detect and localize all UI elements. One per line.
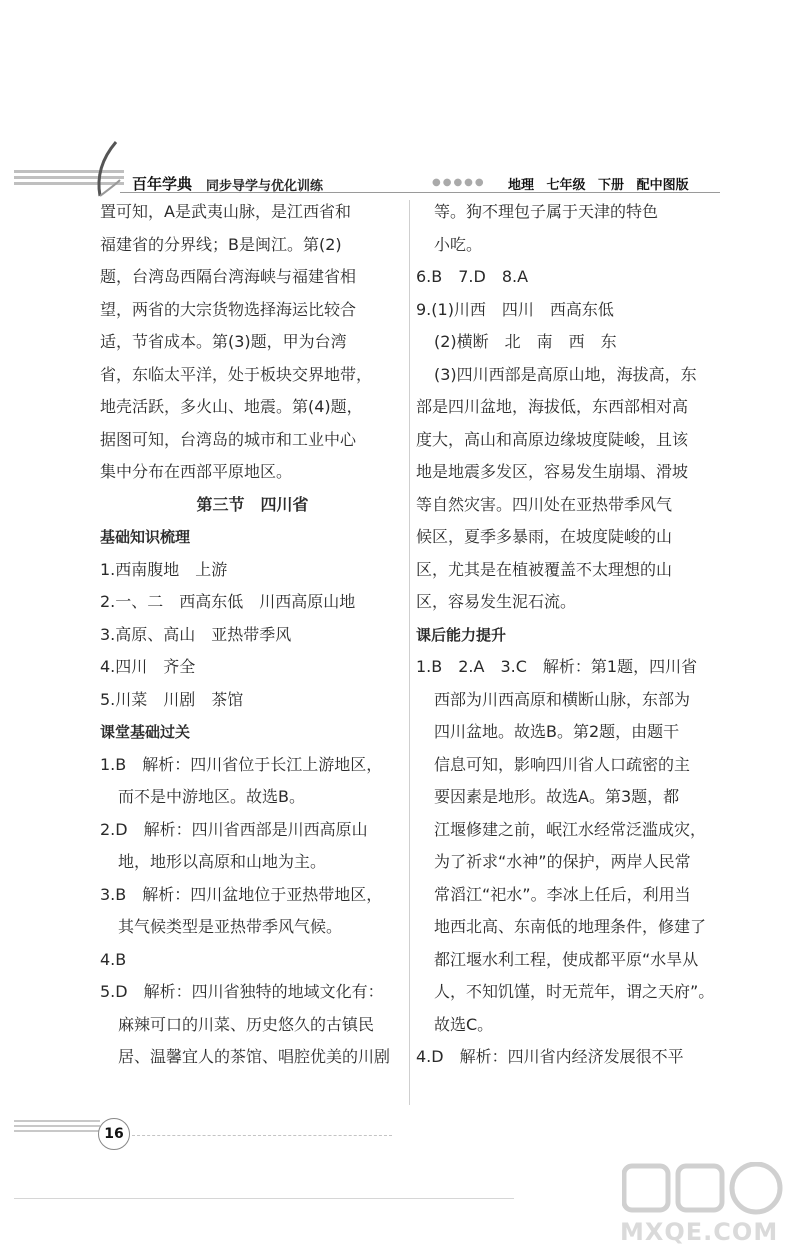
text-line: 等自然灾害。四川处在亚热带季风气 [416, 494, 673, 514]
page-number: 16 [98, 1118, 130, 1150]
book-info: 地理 七年级 下册 配中图版 [508, 178, 689, 193]
text-line: 省，东临太平洋，处于板块交界地带， [100, 364, 373, 384]
text-line: 为了祈求“水神”的保护，两岸人民常 [434, 852, 691, 871]
footer-decoration [14, 1120, 100, 1135]
answer-line: 5.D 解析：四川省独特的地域文化有： [100, 982, 384, 1001]
text-line: 区，尤其是在植被覆盖不太理想的山 [416, 559, 673, 579]
text-line: 麻辣可口的川菜、历史悠久的古镇民 [118, 1014, 375, 1034]
answer-line: 4.B [100, 949, 127, 969]
footer-rule [14, 1198, 514, 1199]
section-heading: 课后能力提升 [416, 625, 507, 644]
header-dots: ●●●●● [432, 177, 486, 188]
text-line: 部是四川盆地，海拔低，东西部相对高 [416, 397, 689, 416]
answer-line: 6.B 7.D 8.A [416, 267, 529, 286]
answer-line: 1.西南腹地 上游 [100, 559, 228, 579]
text-line: 地是地震多发区，容易发生崩塌、滑坡 [416, 462, 689, 481]
text-line: 信息可知，影响四川省人口疏密的主 [434, 754, 691, 774]
text-line: 江堰修建之前，岷江水经常泛滥成灾， [434, 819, 707, 839]
answer-line: 3.高原、高山 亚热带季风 [100, 624, 292, 644]
text-line: 集中分布在西部平原地区。 [100, 462, 293, 481]
text-line: 据图可知，台湾岛的城市和工业中心 [100, 429, 357, 449]
section-heading: 课堂基础过关 [100, 723, 191, 741]
answer-line: 2.D 解析：四川省西部是川西高原山 [100, 819, 368, 839]
text-line: 小吃。 [434, 234, 483, 254]
section-heading: 基础知识梳理 [100, 528, 191, 546]
text-line: 题，台湾岛西隔台湾海峡与福建省相 [100, 267, 357, 286]
answer-line: 3.B 解析：四川盆地位于亚热带地区， [100, 884, 383, 904]
text-line: 常滔江“祀水”。李冰上任后，利用当 [434, 884, 691, 904]
answer-line: (2)横断 北 南 西 东 [434, 332, 617, 351]
text-line: 福建省的分界线；B是闽江。第(2) [100, 234, 342, 254]
text-line: 其气候类型是亚热带季风气候。 [118, 917, 343, 936]
text-line: 要因素是地形。故选A。第3题，都 [434, 787, 680, 806]
text-line: 度大，高山和高原边缘坡度陡峻，且该 [416, 429, 689, 449]
text-line: 地壳活跃，多火山、地震。第(4)题， [100, 397, 363, 416]
right-column [416, 196, 716, 1074]
text-line: 居、温馨宜人的茶馆、唱腔优美的川剧 [118, 1047, 391, 1066]
answer-line: 9.(1)川西 四川 西高东低 [416, 299, 614, 319]
column-divider [409, 200, 410, 1105]
text-line: 地西北高、东南低的地理条件，修建了 [434, 917, 707, 936]
text-line: 候区，夏季多暴雨，在坡度陡峻的山 [416, 527, 673, 546]
text-line: 故选C。 [434, 1014, 494, 1034]
section-title: 第三节 四川省 [196, 494, 309, 514]
text-line: 四川盆地。故选B。第2题，由题干 [434, 722, 680, 741]
answer-line: 4.四川 齐全 [100, 657, 196, 676]
text-line: 地，地形以高原和山地为主。 [118, 852, 327, 871]
text-line: 而不是中游地区。故选B。 [118, 787, 305, 806]
text-line: (3)四川西部是高原山地，海拔高，东 [434, 364, 697, 384]
answer-line: 4.D 解析：四川省内经济发展很不平 [416, 1047, 684, 1066]
text-line: 置可知，A是武夷山脉，是江西省和 [100, 202, 351, 221]
text-line: 人，不知饥馑，时无荒年，谓之天府”。 [434, 982, 715, 1001]
answer-line: 1.B 2.A 3.C 解析：第1题，四川省 [416, 657, 698, 676]
feather-icon [86, 140, 126, 200]
text-line: 望，两省的大宗货物选择海运比较合 [100, 299, 357, 319]
text-line: 等。狗不理包子属于天津的特色 [434, 202, 659, 221]
brand-subtitle: 同步导学与优化训练 [206, 179, 324, 194]
text-line: 都江堰水利工程，使成都平原“水旱从 [434, 949, 699, 969]
text-line: 区，容易发生泥石流。 [416, 592, 577, 611]
watermark-text: MXQE.COM [620, 1218, 779, 1246]
answer-line: 1.B 解析：四川省位于长江上游地区， [100, 754, 383, 774]
answer-line: 5.川菜 川剧 茶馆 [100, 689, 244, 709]
text-line: 适，节省成本。第(3)题，甲为台湾 [100, 332, 347, 351]
left-column [100, 196, 405, 1074]
brand-title: 百年学典 [132, 175, 193, 193]
answer-line: 2.一、二 西高东低 川西高原山地 [100, 592, 356, 611]
footer-dashed-rule [132, 1135, 392, 1136]
text-line: 西部为川西高原和横断山脉，东部为 [434, 689, 691, 709]
